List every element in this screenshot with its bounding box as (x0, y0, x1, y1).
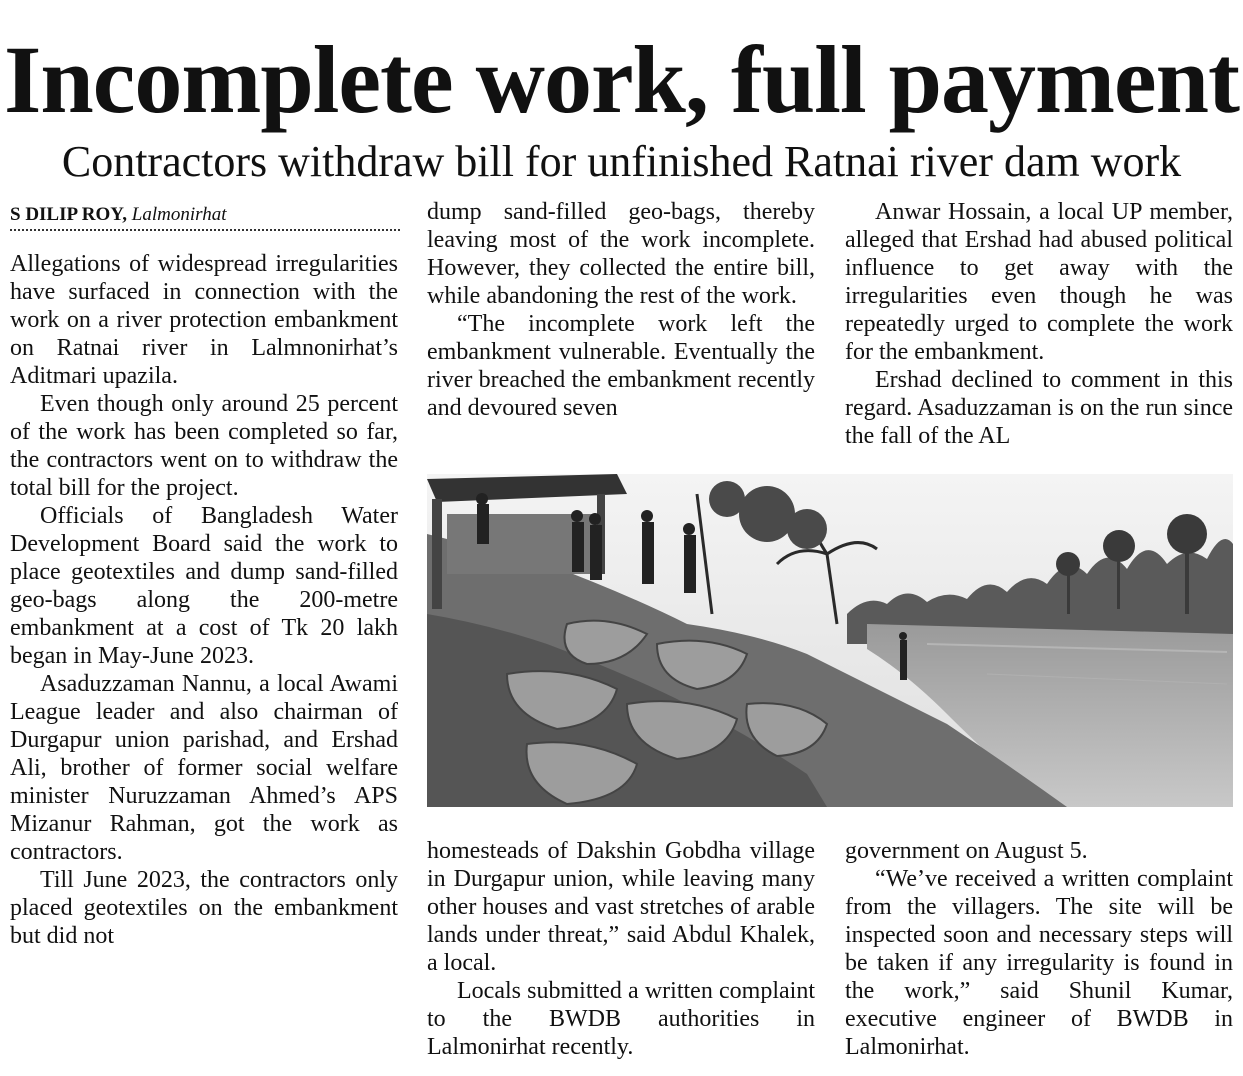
column-1 (10, 250, 398, 950)
paragraph: “We’ve received a written complaint from the villagers. The site will be inspected soon and necessary steps will be taken if any irregularity is found in the work,” said Shunil Kumar, executive engineer of BWDB in Lalmonirhat. (845, 866, 1233, 1060)
byline (10, 203, 400, 231)
subheadline: Contractors withdraw bill for unfinished Ratnai river dam work (61, 137, 1182, 186)
byline-location: Lalmonirhat (131, 204, 227, 225)
byline-author: S DILIP ROY, (10, 204, 128, 225)
paragraph: Ershad declined to comment in this regard. Asaduzzaman is on the run since the fall of the AL (845, 367, 1233, 449)
paragraph: dump sand-filled geo-bags, thereby leaving most of the work incomplete. However, they collected the entire bill, while abandoning the rest of the work. (427, 199, 815, 309)
paragraph: government on August 5. (845, 838, 1088, 864)
paragraph: Till June 2023, the contractors only placed geotextiles on the embankment but did not (10, 867, 398, 949)
headline: Incomplete work, full payment (4, 26, 1239, 133)
column-3-bottom (845, 837, 1233, 1061)
paragraph: Allegations of widespread irregularities have surfaced in connection with the work on a river protection embankment on Ratnai river in Lalmnonirhat’s Aditmari upazila. (10, 251, 398, 389)
photo-illustration (427, 474, 1233, 807)
paragraph: Even though only around 25 percent of the work has been completed so far, the contractors went on to withdraw the total bill for the project. (10, 391, 398, 501)
paragraph: Anwar Hossain, a local UP member, alleged that Ershad had abused political influence to get away with the irregularities even though he was repeatedly urged to complete the work for the embankment. (845, 199, 1233, 365)
paragraph: “The incomplete work left the embankment vulnerable. Eventually the river breached the embankment recently and devoured seven (427, 311, 815, 421)
column-2-top (427, 198, 815, 422)
paragraph: homesteads of Dakshin Gobdha village in Durgapur union, while leaving many other houses and vast stretches of arable lands under threat,” said Abdul Khalek, a local. (427, 838, 815, 976)
paragraph: Asaduzzaman Nannu, a local Awami League leader and also chairman of Durgapur union parishad, and Ershad Ali, brother of former social welfare minister Nuruzzaman Ahmed’s APS Mizanur Rahman, got the work as contractors. (10, 671, 398, 865)
column-2-bottom (427, 837, 815, 1061)
paragraph: Officials of Bangladesh Water Development Board said the work to place geotextiles and dump sand-filled geo-bags along the 200-metre embankment at a cost of Tk 20 lakh began in May-June 2023. (10, 503, 398, 669)
paragraph: Locals submitted a written complaint to the BWDB authorities in Lalmonirhat recently. (427, 978, 815, 1060)
column-3-top (845, 198, 1233, 450)
news-photo-embankment (427, 474, 1233, 807)
